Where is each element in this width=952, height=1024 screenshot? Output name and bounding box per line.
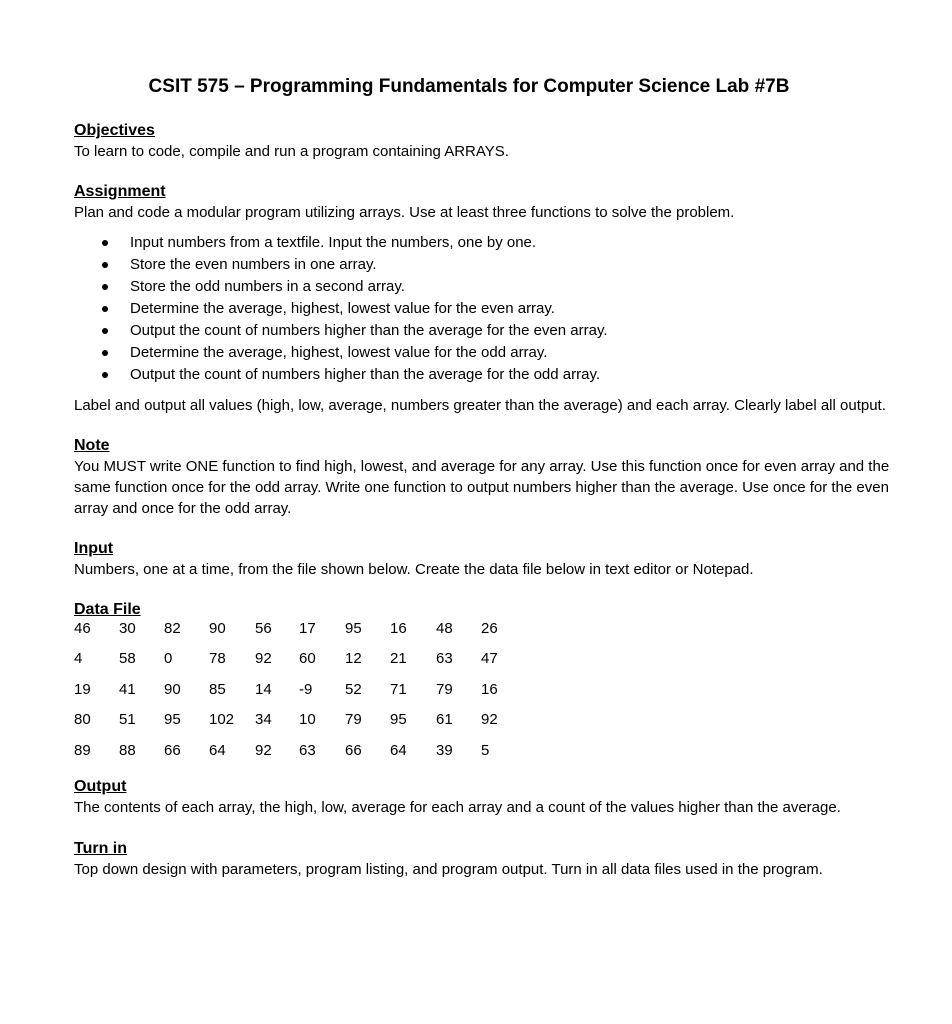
data-cell: 47 [481,650,498,667]
assignment-heading: Assignment [74,183,166,200]
data-row [74,711,521,742]
data-cell: 90 [164,680,181,698]
data-cell: 92 [255,650,272,667]
data-cell: 92 [255,741,272,759]
data-cell: 16 [390,620,407,637]
output-heading: Output [74,778,127,795]
data-cell: 21 [390,650,407,667]
objectives-heading: Objectives [74,122,155,139]
data-cell: 52 [345,680,362,698]
page-title: CSIT 575 – Programming Fundamentals for Computer Science Lab #7B [148,76,790,97]
turn-in-text: Top down design with parameters, program listing, and program output. Turn in all data files used in the program. [74,861,823,878]
data-cell: 63 [436,650,453,667]
data-cell: 61 [436,711,453,728]
bullet-dot-icon [102,240,108,246]
note-heading: Note [74,437,110,454]
bullet-item [74,254,904,276]
data-cell: 64 [209,741,226,759]
output-section [74,776,904,818]
data-cell: 85 [209,680,226,698]
note-text: You MUST write ONE function to find high, lowest, and average for any array. Use this function once for even array and the same function once for the odd array. Write one function to output numbers higher than the average. Use once for the even array and once for the odd array. [74,458,890,517]
bullet-item [74,232,904,254]
data-cell: 102 [209,711,235,728]
bullet-dot-icon [102,372,108,378]
assignment-followup-text: Label and output all values (high, low, average, numbers greater than the average) and each array. Clearly label all output. [74,397,886,414]
output-text: The contents of each array, the high, low, average for each array and a count of the values higher than the average. [74,799,841,816]
bullet-item [74,298,904,320]
data-cell: 48 [436,620,453,637]
data-cell: 58 [119,650,136,667]
note-section [74,435,904,519]
bullet-text: Output the count of numbers higher than the average for the odd array. [130,366,601,383]
bullet-item [74,364,904,386]
data-cell: 95 [345,620,362,637]
bullet-dot-icon [102,306,108,312]
bullet-item [74,276,904,298]
bullet-dot-icon [102,262,108,268]
data-cell: 34 [255,711,272,728]
bullet-dot-icon [102,284,108,290]
bullet-text: Store the odd numbers in a second array. [130,278,405,295]
data-cell: 66 [164,741,181,759]
data-cell: 17 [299,620,316,637]
data-cell: 56 [255,620,272,637]
data-cell: 19 [74,680,91,698]
data-cell: 10 [299,711,316,728]
data-file-heading: Data File [74,601,141,618]
assignment-section [74,181,904,416]
objectives-text: To learn to code, compile and run a program containing ARRAYS. [74,143,509,160]
bullet-text: Output the count of numbers higher than the average for the even array. [130,322,608,339]
data-cell: 92 [481,711,498,728]
assignment-text: Plan and code a modular program utilizing arrays. Use at least three functions to solve the problem. [74,204,735,221]
data-file-table [74,620,521,772]
data-cell: 88 [119,741,136,759]
data-cell: 82 [164,620,181,637]
bullet-dot-icon [102,350,108,356]
bullet-item [74,342,904,364]
data-cell: 30 [119,620,136,637]
bullet-item [74,320,904,342]
input-text: Numbers, one at a time, from the file shown below. Create the data file below in text editor or Notepad. [74,561,754,578]
data-cell: 80 [74,711,91,728]
data-cell: 79 [345,711,362,728]
data-cell: 78 [209,650,226,667]
turn-in-heading: Turn in [74,840,128,857]
data-cell: 95 [164,711,181,728]
document-page [74,74,904,880]
data-cell: 5 [481,741,490,759]
objectives-section [74,120,904,162]
data-row [74,681,521,712]
data-cell: 66 [345,741,362,759]
data-row [74,650,521,681]
bullet-text: Determine the average, highest, lowest value for the odd array. [130,344,548,361]
data-row [74,742,521,773]
data-cell: 26 [481,620,498,637]
input-heading: Input [74,540,114,557]
data-cell: 0 [164,650,173,667]
data-cell: 14 [255,680,272,698]
bullet-text: Store the even numbers in one array. [130,256,377,273]
data-cell: -9 [299,680,313,698]
data-cell: 79 [436,680,453,698]
data-cell: 39 [436,741,453,759]
data-cell: 71 [390,680,407,698]
assignment-bullet-list [74,232,904,386]
data-cell: 64 [390,741,407,759]
turn-in-section [74,838,904,880]
data-cell: 60 [299,650,316,667]
bullet-dot-icon [102,328,108,334]
input-section [74,538,904,580]
data-cell: 95 [390,711,407,728]
data-cell: 4 [74,650,83,667]
bullet-text: Input numbers from a textfile. Input the numbers, one by one. [130,234,537,251]
data-cell: 12 [345,650,362,667]
data-cell: 46 [74,620,91,637]
data-cell: 51 [119,711,136,728]
data-cell: 90 [209,620,226,637]
data-cell: 41 [119,680,136,698]
bullet-text: Determine the average, highest, lowest value for the even array. [130,300,555,317]
data-file-section [74,599,904,772]
data-cell: 16 [481,680,498,698]
data-cell: 89 [74,741,91,759]
data-row [74,620,521,650]
data-cell: 63 [299,741,316,759]
